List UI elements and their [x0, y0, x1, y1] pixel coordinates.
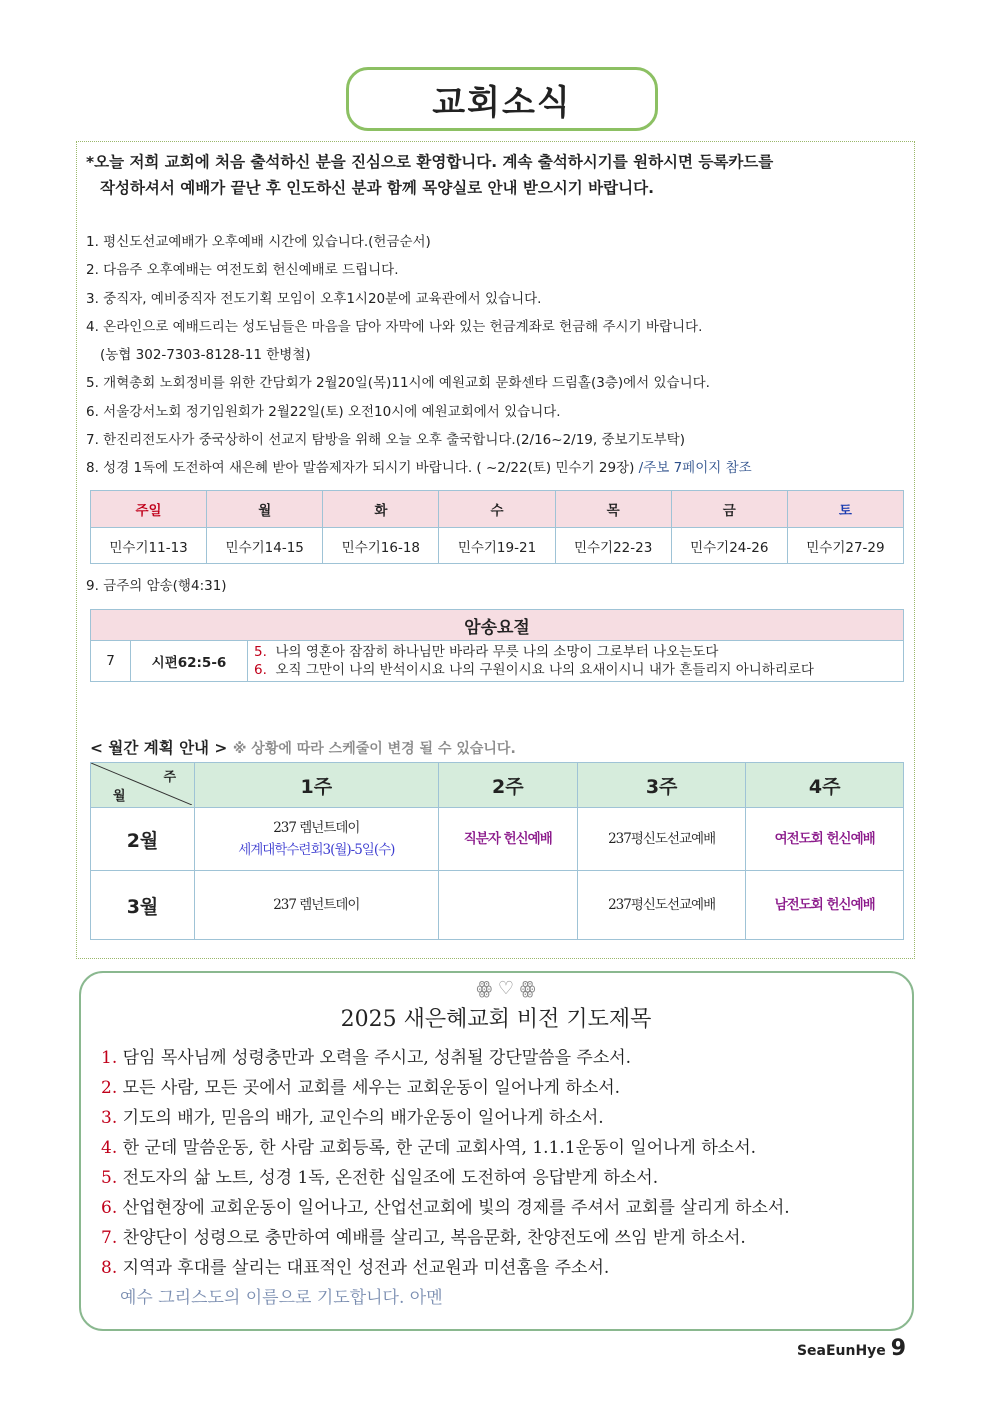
corner-month-label: 월 [113, 789, 126, 804]
prayer-number: 1. [101, 1048, 118, 1068]
verse-number: 5. [254, 644, 267, 660]
prayer-item [101, 1073, 790, 1103]
day-monday: 월 [207, 491, 323, 528]
announcement-list [86, 228, 906, 483]
passage-cell: 민수기16-18 [323, 528, 439, 564]
memory-verse-header: 암송요절 [91, 610, 904, 641]
plan-header-row [91, 763, 904, 808]
prayer-text: 한 군데 말씀운동, 한 사람 교회등록, 한 군데 교회사역, 1.1.1운동이 일어나게 하소서. [122, 1138, 757, 1158]
bulletin-reference: /주보 7페이지 참조 [638, 460, 752, 477]
week-2-header: 2주 [438, 763, 577, 808]
page-footer [797, 1336, 906, 1361]
memory-verse-label: 9. 금주의 암송(행4:31) [86, 578, 227, 594]
prayer-text: 전도자의 삶 노트, 성경 1독, 온전한 십일조에 도전하여 응답받게 하소서. [122, 1168, 659, 1188]
passage-cell: 민수기22-23 [555, 528, 671, 564]
prayer-number: 6. [101, 1198, 118, 1218]
announcement-item: 2. 다음주 오후예배는 여전도회 헌신예배로 드립니다. [86, 262, 399, 279]
prayer-item [101, 1103, 790, 1133]
prayer-text: 찬양단이 성령으로 충만하여 예배를 살리고, 복음문화, 찬양전도에 쓰임 받게 하소서. [122, 1228, 746, 1248]
verse-text: 오직 그만이 나의 반석이시요 나의 구원이시요 나의 요새이시니 내가 흔들리지 아니하리로다 [275, 662, 814, 678]
announcement-item: 4. 온라인으로 예배드리는 성도님들은 마음을 담아 자막에 나와 있는 헌금계좌로 헌금해 주시기 바랍니다. [86, 318, 703, 335]
ornament-icon: ꙮ ♡ ꙮ [476, 978, 536, 999]
prayer-text: 모든 사람, 모든 곳에서 교회를 세우는 교회운동이 일어나게 하소서. [122, 1078, 621, 1098]
prayer-item [101, 1163, 790, 1193]
prayer-number: 4. [101, 1138, 118, 1158]
memory-verse-table [90, 609, 904, 682]
plan-row-mar [91, 871, 904, 940]
announcement-item [86, 454, 906, 482]
welcome-line-2: 작성하셔서 예배가 끝난 후 인도하신 분과 함께 목양실로 안내 받으시기 바랍니다. [100, 179, 654, 197]
verse-number: 6. [254, 662, 267, 678]
page-title: 교회소식 [346, 67, 658, 131]
plan-cell: 237평신도선교예배 [577, 808, 745, 871]
passage-cell: 민수기27-29 [787, 528, 903, 564]
plan-corner-cell [91, 763, 195, 808]
plan-cell [438, 871, 577, 940]
welcome-notice [86, 149, 886, 201]
corner-week-label: 주 [163, 770, 176, 785]
announcement-item: 5. 개혁총회 노회정비를 위한 간담회가 2월20일(목)11시에 예원교회 문화센타 드림홀(3층)에서 있습니다. [86, 375, 710, 392]
week-4-header: 4주 [746, 763, 904, 808]
announcement-item: 6. 서울강서노회 정기임원회가 2월22일(토) 오전10시에 예원교회에서 있습니다. [86, 403, 561, 420]
event-text: 237 렘넌트데이 [273, 820, 360, 836]
footer-brand: SeaEunHye [796, 1343, 886, 1359]
day-thursday: 목 [555, 491, 671, 528]
announcement-item: 1. 평신도선교예배가 오후예배 시간에 있습니다.(헌금순서) [86, 234, 431, 250]
month-cell: 2월 [91, 808, 195, 871]
welcome-line-1: *오늘 저희 교회에 처음 출석하신 분을 진심으로 환영합니다. 계속 출석하시기를 원하시면 등록카드를 [86, 153, 774, 171]
prayer-item [101, 1043, 790, 1073]
prayer-number: 2. [101, 1078, 118, 1098]
day-saturday: 토 [787, 491, 903, 528]
bible-reading-table [90, 490, 904, 564]
prayer-text: 산업현장에 교회운동이 일어나고, 산업선교회에 빛의 경제를 주셔서 교회를 살리게 하소서. [122, 1198, 790, 1218]
prayer-item [101, 1223, 790, 1253]
item8-text: 8. 성경 1독에 도전하여 새은혜 받아 말씀제자가 되시기 바랍니다. ( ~2/22(토) 민수기 29장) [86, 460, 635, 477]
verse-line [254, 643, 897, 661]
bible-day-header-row [91, 491, 904, 528]
plan-cell: 직분자 헌신예배 [438, 808, 577, 871]
monthly-plan-title [90, 736, 516, 758]
memory-number: 7 [91, 641, 131, 682]
plan-cell [195, 871, 439, 940]
prayer-number: 7. [101, 1228, 118, 1248]
prayer-text: 기도의 배가, 믿음의 배가, 교인수의 배가운동이 일어나게 하소서. [122, 1108, 604, 1128]
passage-cell: 민수기11-13 [91, 528, 207, 564]
day-friday: 금 [671, 491, 787, 528]
week-3-header: 3주 [577, 763, 745, 808]
page-number: 9 [890, 1336, 906, 1361]
memory-reference: 시편62:5-6 [131, 641, 248, 682]
prayer-number: 5. [101, 1168, 118, 1188]
prayer-list [101, 1043, 790, 1313]
prayer-item [101, 1253, 790, 1283]
bible-passage-row [91, 528, 904, 564]
diagonal-divider [91, 763, 192, 805]
plan-cell: 남전도회 헌신예배 [746, 871, 904, 940]
announcement-item: 7. 한진리전도사가 중국상하이 선교지 탐방을 위해 오늘 오후 출국합니다.(2/16~2/19, 중보기도부탁) [86, 432, 685, 449]
prayer-item [101, 1133, 790, 1163]
plan-row-feb [91, 808, 904, 871]
verse-text: 나의 영혼아 잠잠히 하나님만 바라라 무릇 나의 소망이 그로부터 나오는도다 [275, 644, 719, 660]
day-tuesday: 화 [323, 491, 439, 528]
memory-verses [248, 641, 904, 682]
passage-cell: 민수기19-21 [439, 528, 555, 564]
verse-line [254, 661, 897, 679]
prayer-number: 3. [101, 1108, 118, 1128]
month-cell: 3월 [91, 871, 195, 940]
passage-cell: 민수기14-15 [207, 528, 323, 564]
account-info: (농협 302-7303-8128-11 한병철) [100, 347, 311, 364]
vision-title: 2025 새은혜교회 비전 기도제목 [340, 1007, 652, 1032]
week-1-header: 1주 [195, 763, 439, 808]
prayer-number: 8. [101, 1258, 118, 1278]
event-text: 세계대학수련회3(월)-5일(수) [238, 842, 395, 858]
passage-cell: 민수기24-26 [671, 528, 787, 564]
day-sunday: 주일 [91, 491, 207, 528]
prayer-item [101, 1193, 790, 1223]
prayer-text: 지역과 후대를 살리는 대표적인 성전과 선교원과 미션홈을 주소서. [122, 1258, 610, 1278]
plan-cell: 여전도회 헌신예배 [746, 808, 904, 871]
monthly-plan-table [90, 762, 904, 940]
plan-cell [195, 808, 439, 871]
monthly-plan-heading: < 월간 계획 안내 > [90, 739, 228, 757]
announcement-item: 3. 중직자, 예비중직자 전도기획 모임이 오후1시20분에 교육관에서 있습니다. [86, 290, 542, 307]
plan-cell: 237평신도선교예배 [577, 871, 745, 940]
schedule-change-note: ※ 상황에 따라 스케줄이 변경 될 수 있습니다. [232, 741, 516, 757]
day-wednesday: 수 [439, 491, 555, 528]
closing-prayer: 예수 그리스도의 이름으로 기도합니다. 아멘 [120, 1288, 443, 1308]
prayer-text: 담임 목사님께 성령충만과 오력을 주시고, 성취될 강단말씀을 주소서. [122, 1048, 632, 1068]
event-text: 237 렘넌트데이 [273, 897, 360, 913]
